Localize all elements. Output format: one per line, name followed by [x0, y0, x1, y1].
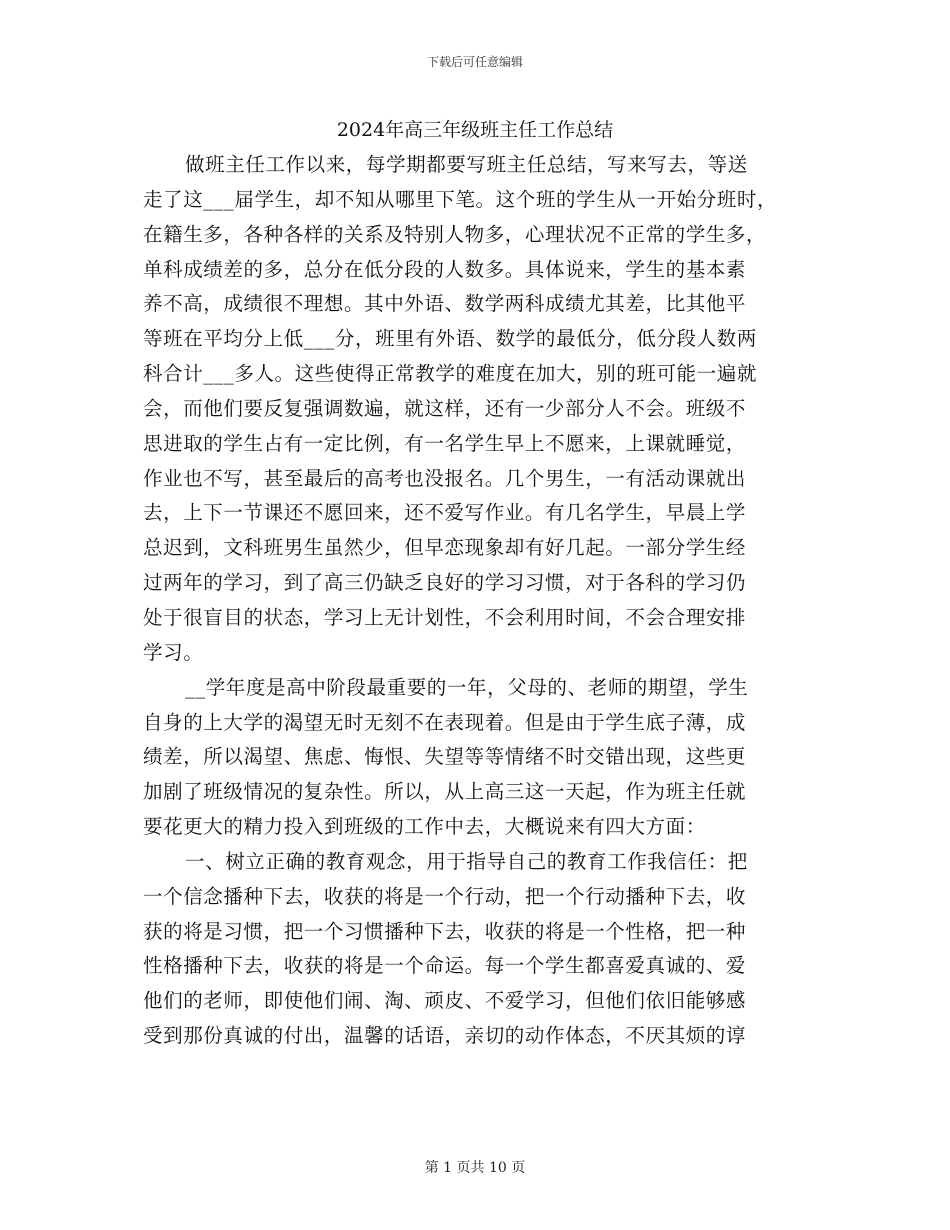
paragraph-3-line: 他们的老师，即使他们闹、淘、顽皮、不爱学习，但他们依旧能够感 [143, 989, 747, 1013]
paragraph-1-line: 科合计___多人。这些使得正常教学的难度在加大，别的班可能一遍就 [143, 362, 757, 386]
paragraph-1-line: 学习。 [143, 640, 204, 664]
paragraph-3-line: 受到那份真诚的付出，温馨的话语，亲切的动作体态，不厌其烦的谆 [143, 1024, 747, 1048]
paragraph-3-line: 性格播种下去，收获的将是一个命运。每一个学生都喜爱真诚的、爱 [143, 954, 747, 978]
paragraph-2-line: 加剧了班级情况的复杂性。所以，从上高三这一天起，作为班主任就 [143, 780, 747, 804]
paragraph-1-line: 去，上下一节课还不愿回来，还不爱写作业。有几名学生，早晨上学 [143, 501, 747, 525]
paragraph-2-line: 自身的上大学的渴望无时无刻不在表现着。但是由于学生底子薄，成 [143, 710, 747, 734]
paragraph-1-line: 思进取的学生占有一定比例，有一名学生早上不愿来，上课就睡觉， [143, 431, 747, 455]
page-number: 第 1 页共 10 页 [424, 1160, 526, 1176]
paragraph-1-line: 等班在平均分上低___分，班里有外语、数学的最低分，低分段人数两 [143, 327, 757, 351]
paragraph-2-line: 要花更大的精力投入到班级的工作中去，大概说来有四大方面： [143, 815, 706, 839]
paragraph-1-line: 过两年的学习，到了高三仍缺乏良好的学习习惯，对于各科的学习仍 [143, 571, 747, 595]
paragraph-2-line: 绩差，所以渴望、焦虑、悔恨、失望等等情绪不时交错出现，这些更 [143, 745, 747, 769]
header-note: 下载后可任意编辑 [426, 55, 523, 69]
paragraph-3-line: 一个信念播种下去，收获的将是一个行动，把一个行动播种下去，收 [143, 884, 747, 908]
paragraph-3-line: 获的将是习惯，把一个习惯播种下去，收获的将是一个性格，把一种 [143, 919, 747, 943]
paragraph-1-line: 在籍生多，各种各样的关系及特别人物多，心理状况不正常的学生多， [143, 222, 767, 246]
paragraph-1-line: 走了这___届学生，却不知从哪里下笔。这个班的学生从一开始分班时， [143, 187, 778, 211]
paragraph-1-line: 做班主任工作以来，每学期都要写班主任总结，写来写去，等送 [185, 153, 748, 176]
paragraph-1-line: 养不高，成绩很不理想。其中外语、数学两科成绩尤其差，比其他平 [143, 292, 747, 316]
paragraph-1-line: 总迟到，文科班男生虽然少，但早恋现象却有好几起。一部分学生经 [143, 536, 747, 560]
paragraph-3-line: 一、树立正确的教育观念，用于指导自己的教育工作我信任：把 [185, 849, 748, 873]
paragraph-1-line: 单科成绩差的多，总分在低分段的人数多。具体说来，学生的基本素 [143, 257, 747, 281]
document-title: 2024年高三年级班主任工作总结 [336, 119, 614, 141]
document-body [143, 148, 813, 1054]
paragraph-1-line: 处于很盲目的状态，学习上无计划性，不会利用时间，不会合理安排 [143, 605, 747, 629]
paragraph-2-line: __学年度是高中阶段最重要的一年，父母的、老师的期望，学生 [185, 675, 749, 699]
paragraph-1-line: 会，而他们要反复强调数遍，就这样，还有一少部分人不会。班级不 [143, 396, 747, 420]
paragraph-1-line: 作业也不写，甚至最后的高考也没报名。几个男生，一有活动课就出 [143, 466, 747, 490]
